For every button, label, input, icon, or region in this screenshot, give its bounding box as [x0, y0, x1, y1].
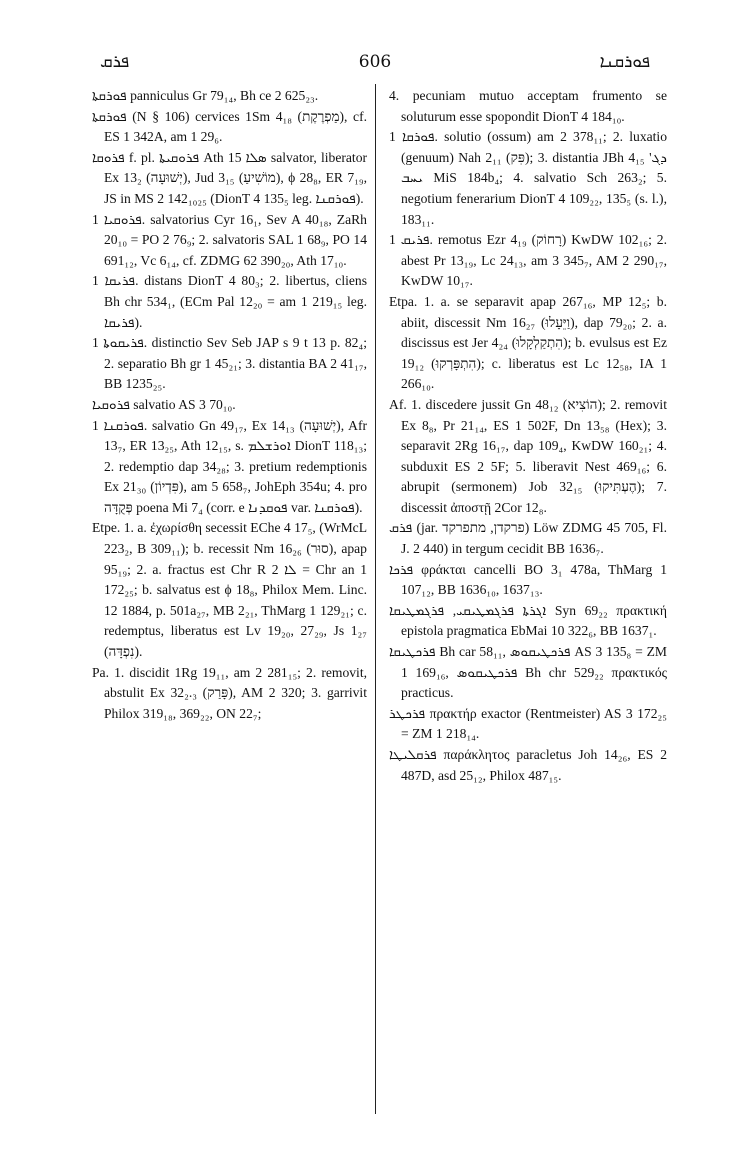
dictionary-entry: ܦܪܝܩܘܬܐ 1. distinctio Sev Seb JAP s 9 t 13 p. 82₄; 2. separatio Bh gr 1 45₂₁; 3. distantia BA 2 41₁₇, BB 1235₂₅.: [92, 335, 367, 392]
column-divider: [375, 84, 376, 1114]
left-column: [92, 86, 367, 724]
dictionary-entry: ܦܪܝܩ 1. remotus Ezr 4₁₉ (רָחוֹק) KwDW 102₁₆; 2. abest Pr 13₁₉, Lc 24₁₃, am 3 345₇, AM 2 290₁₇, KwDW 10₁₇.: [389, 232, 668, 289]
dictionary-entry: ܦܪܘܩܝܐ 1. salvatorius Cyr 16₁, Sev A 40₁₈, ZaRh 20₁₀ = PO 2 76₉; 2. salvatoris SAL 1 68₉, PO 14 691₁₂, Vc 6₁₄, cf. ZDMG 62 390₂₀, Ath 17₁₀.: [92, 211, 367, 268]
dictionary-entry: Etpa. 1. a. se separavit apap 267₁₆, MP 12₅; b. abiit, discessit Nm 16₂₇ (וַיֵּעָלוּ), dap 79₂₀; 2. a. discissus est Jer 4₂₄ (הִתְקַלְקָלוּ); b. evulsus est Ez 19₁₂ (הִתְפָּרְקוּ); c. liberatus est Lc 12₅₈, IA 1 266₁₀.: [389, 293, 667, 392]
dictionary-entry: ܦܪܟܛܝܩܐ Bh car 58₁₁, ܦܪܟܛܝܩܘܣ AS 3 135₈ = ZM 1 169₁₆, ܦܪܟܛܝܩܘܣ Bh chr 529₂₂ πρακτικός practicus.: [389, 644, 667, 701]
page-number: 606: [358, 52, 392, 72]
dictionary-entry: ܦܪܘܩܐ f. pl. ܦܪܘܩܝܬܐ Ath ܣܠܐ 15 salvator, liberator Ex 13₂ (יְשׁוּעָה), Jud 3₁₅ (מוֹשִׁיעַ), ϕ 28₈, ER 7₁₉, JS in MS 2 142₁₀₂₅ (DionT 4 135₅ leg. ܦܘܪܩܢܐ).: [92, 149, 368, 206]
dictionary-entry: ܐܓܪܬܐ ܦܪܓܡܛܝܩܝ, ܦܪܓܡܛܝܩܐ Syn 69₂₂ πρακτική epistola pragmatica EbMai 10 322₆, BB 1637₁.: [389, 602, 668, 639]
dictionary-entry: ܦܪܘܩܝܐ salvatio AS 3 70₁₀.: [92, 396, 236, 412]
dictionary-entry: ܦܪܩ (jar. פרקדן, מתפרקד) Löw ZDMG 45 705, Fl. J. 2 440) in tergum cecidit BB 1636₇.: [389, 520, 667, 557]
header-right-catchword: ܦܘܪܩܢܐ: [599, 52, 650, 72]
header-left-catchword: ܦܪܩ: [100, 52, 130, 72]
dictionary-entry: ܦܪܩܠܝܛܐ παράκλητος paracletus Joh 14₂₆, ES 2 487D, asd 25₁₂, Philox 487₁₅.: [389, 747, 667, 783]
dictionary-entry: Af. 1. discedere jussit Gn 48₁₂ (הוֹצִיא); 2. removit Ex 8₈, Pr 21₁₄, ES 1 502F, Dn 13₅₈ (Hex); 3. separavit 2Rg 16₁₇, dap 109₄, KwDW 160₂₁; 4. subduxit ES 2 5F; 5. liberavit Nest 469₁₆; 6. abrupit (sermonem) Job 32₁₅ (הֶעְתִּיקוּ); 7. discessit ἀποστῇ 2Cor 12₈.: [389, 396, 667, 515]
dictionary-entry: ܦܘܪܩܬܐ panniculus Gr 79₁₄, Bh ce 2 625₂₃.: [92, 88, 319, 103]
dictionary-entry: ܦܘܪܩܐ 1. solutio (ossum) am 2 378₁₁; 2. luxatio (genuum) Nah 2₁₁ (פִּק); 3. distantia JBh 4₁₅ 'ܕܓ ܝܚܒ MiS 184b₄; 4. salvatio Sch 263₂; 5. negotium fenerarium DionT 4 109₂₂, 135₅ (s. l.), 183₁₁.: [389, 129, 668, 227]
dictionary-entry: ܦܪܟܐ φράκται cancelli BO 3₁ 478a, ThMarg 1 107₁₂, BB 1636₁₀, 1637₁₃.: [389, 561, 667, 598]
right-column: [389, 86, 667, 786]
dictionary-entry: ܦܪܟܛܪ πρακτήρ exactor (Rentmeister) AS 3 172₂₅ = ZM 1 218₁₄.: [389, 705, 667, 742]
dictionary-entry: 4. pecuniam mutuo acceptam frumento se soluturum esse spopondit DionT 4 184₁₀.: [389, 88, 667, 124]
dictionary-entry: ܦܪܝܩܐ 1. distans DionT 4 80₃; 2. libertus, cliens Bh chr 534₁, (ECm Pal 12₂₀ = am 1 219₁₅ leg. ܦܪܝܩܐ).: [92, 273, 367, 330]
dictionary-entry: ܦܘܪܩܢܐ 1. salvatio Gn 49₁₇, Ex 14₁₃ (יְשׁוּעָה), Afr 13₇, ER 13₂₅, Ath 12₁₅, s. ܐܘܪܫܠܡ DionT 118₁₃; 2. redemptio dap 34₂₈; 3. pretium redemptionis Ex 21₃₀ (פִּדְיוֹן), am 5 658₇, JohEph 354u; 4. pro פְּקֻדָּה poena Mi 7₄ (corr. e ܦܘܩܕܢܐ var. ܦܘܪܩܢܐ).: [92, 417, 367, 515]
page-header: [100, 52, 650, 78]
dictionary-entry: Etpe. 1. a. ἐχωρίσθη secessit EChe 4 17₅, (WrMcL 223₂, B 309₁₁); b. recessit Nm 16₂₆ (סוּר), apap 95₁₉; 2. a. fractus est Chr R ܠܐ 2 = Chr an 1 172₂₅; b. salvatus est ϕ 18₈, Philox Mem. Linc. 12 1884, p. 501a₂₇, MB 2₂₁, ThMarg 1 129₂₁; c. redemptus, liberatus est Lv 19₂₀, 27₂₉, Js 1₂₇ (נִפְדָּה).: [92, 520, 368, 660]
dictionary-entry: Pa. 1. discidit 1Rg 19₁₁, am 2 281₁₅; 2. removit, abstulit Ex 32₂.₃ (פָּרַק), AM 2 320; 3. garrivit Philox 319₁₈, 369₂₂, ON 22₇;: [92, 664, 367, 721]
dictionary-entry: ܦܘܪܩܬܐ (N § 106) cervices 1Sm 4₁₈ (מַפְרֶקֶת), cf. ES 1 342A, am 1 29₆.: [92, 108, 367, 145]
